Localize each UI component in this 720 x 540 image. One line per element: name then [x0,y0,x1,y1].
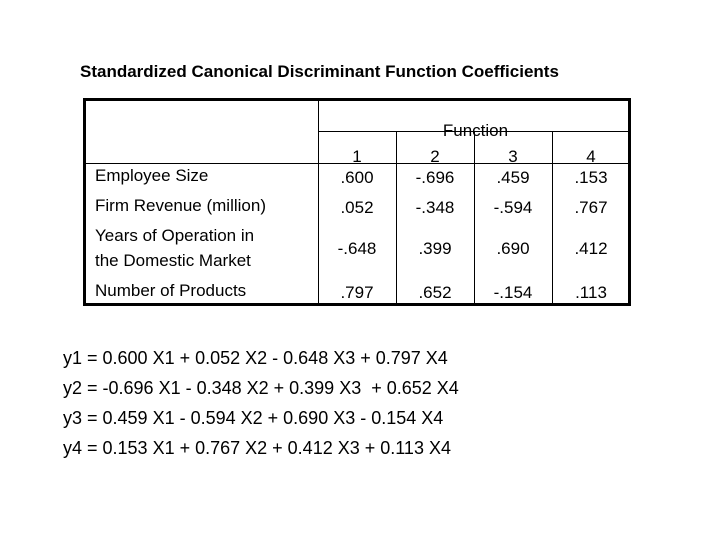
table-cell: -.348 [415,198,455,217]
table-cell: -.594 [493,198,533,217]
table-cell: .412 [574,239,608,258]
row-label-number-products: Number of Products [95,281,247,300]
column-header-3: 3 [508,147,518,166]
column-header-4: 4 [586,147,596,166]
table-cell: .459 [496,168,530,187]
table-cell: .399 [418,239,452,258]
table-cell: -.696 [415,168,455,187]
equations-block [63,343,459,463]
table-cell: .600 [340,168,374,187]
table-cell: .652 [418,283,452,302]
table-cell: .052 [340,198,374,217]
table-cell: .113 [575,283,607,302]
row-label-years-operation-line1: Years of Operation in [95,226,255,245]
column-header-1: 1 [352,147,362,166]
table-cell: .690 [496,239,530,258]
coefficients-table [83,98,631,306]
equation-y3: y3 = 0.459 X1 - 0.594 X2 + 0.690 X3 - 0.154 X4 [63,408,444,428]
table-cell: .153 [574,168,608,187]
table-cell: .797 [340,283,374,302]
table-title: Standardized Canonical Discriminant Function Coefficients [80,62,559,81]
equation-y4: y4 = 0.153 X1 + 0.767 X2 + 0.412 X3 + 0.113 X4 [63,438,451,458]
table-cell: -.648 [337,239,377,258]
table-cell: -.154 [493,283,533,302]
column-header-2: 2 [430,147,440,166]
row-label-employee-size: Employee Size [95,166,209,185]
function-header: Function [442,121,509,140]
table-cell: .767 [574,198,608,217]
equation-y1: y1 = 0.600 X1 + 0.052 X2 - 0.648 X3 + 0.797 X4 [63,348,448,368]
row-label-years-operation-line2: the Domestic Market [95,251,251,270]
equation-y2: y2 = -0.696 X1 - 0.348 X2 + 0.399 X3 + 0.652 X4 [63,378,459,398]
row-label-firm-revenue: Firm Revenue (million) [95,196,266,215]
